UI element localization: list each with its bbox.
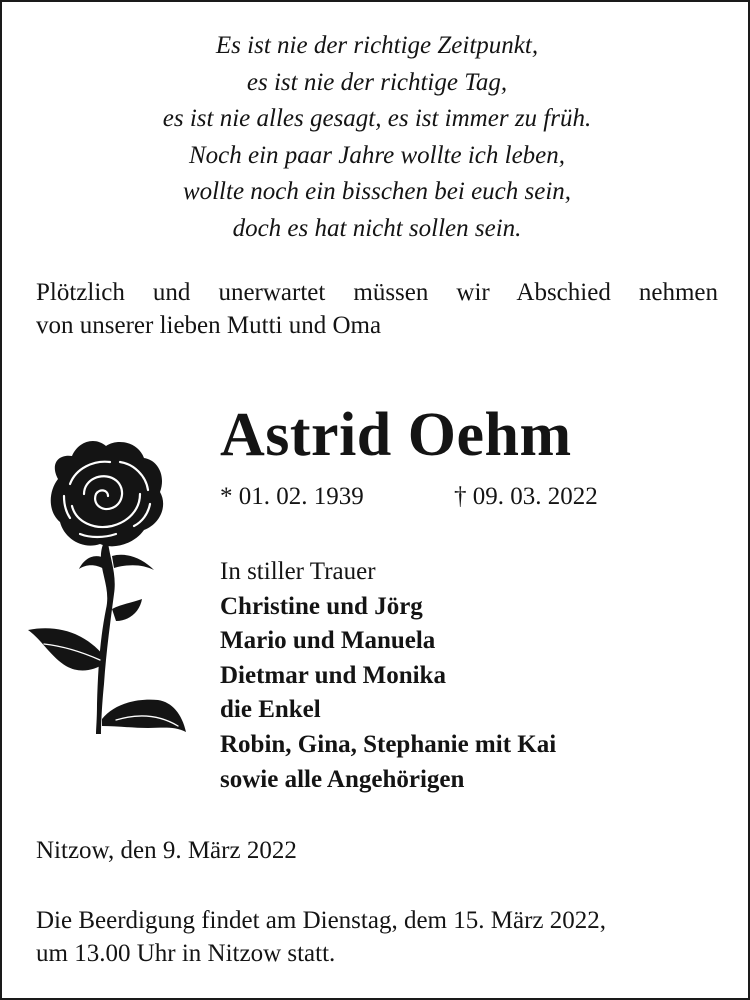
mourner-name: Robin, Gina, Stephanie mit Kai [220, 730, 557, 758]
mourner-name: sowie alle Angehörigen [220, 765, 465, 793]
intro-line: von unserer lieben Mutti und Oma [36, 312, 382, 339]
poem-line: es ist nie der richtige Tag, [246, 68, 508, 96]
poem-line: wollte noch ein bisschen bei euch sein, [182, 178, 572, 206]
birth-date: * 01. 02. 1939 [220, 483, 364, 510]
funeral-line: Die Beerdigung findet am Dienstag, dem 15. März 2022, [36, 907, 606, 934]
mourner-name: Mario und Manuela [220, 627, 436, 655]
mourner-name: Dietmar und Monika [220, 661, 446, 689]
mourner-name: die Enkel [220, 696, 321, 724]
intro-line: Plötzlich und unerwartet müssen wir Abschied nehmen [36, 279, 718, 306]
place-and-date: Nitzow, den 9. März 2022 [36, 837, 297, 864]
funeral-info [36, 904, 606, 970]
funeral-line: um 13.00 Uhr in Nitzow statt. [36, 940, 336, 967]
poem-line: es ist nie alles gesagt, es ist immer zu früh. [162, 105, 592, 133]
mourner-name: Christine und Jörg [220, 592, 423, 620]
poem-line: doch es hat nicht sollen sein. [232, 214, 522, 242]
deceased-name: Astrid Oehm [220, 401, 572, 469]
intro-text [36, 276, 718, 342]
poem-line: Es ist nie der richtige Zeitpunkt, [215, 32, 539, 59]
mourners-block [220, 555, 556, 797]
rose-icon [24, 434, 189, 754]
mourners-heading: In stiller Trauer [220, 558, 376, 585]
poem-line: Noch ein paar Jahre wollte ich leben, [188, 141, 566, 169]
poem [2, 28, 750, 248]
death-date: † 09. 03. 2022 [454, 483, 598, 510]
